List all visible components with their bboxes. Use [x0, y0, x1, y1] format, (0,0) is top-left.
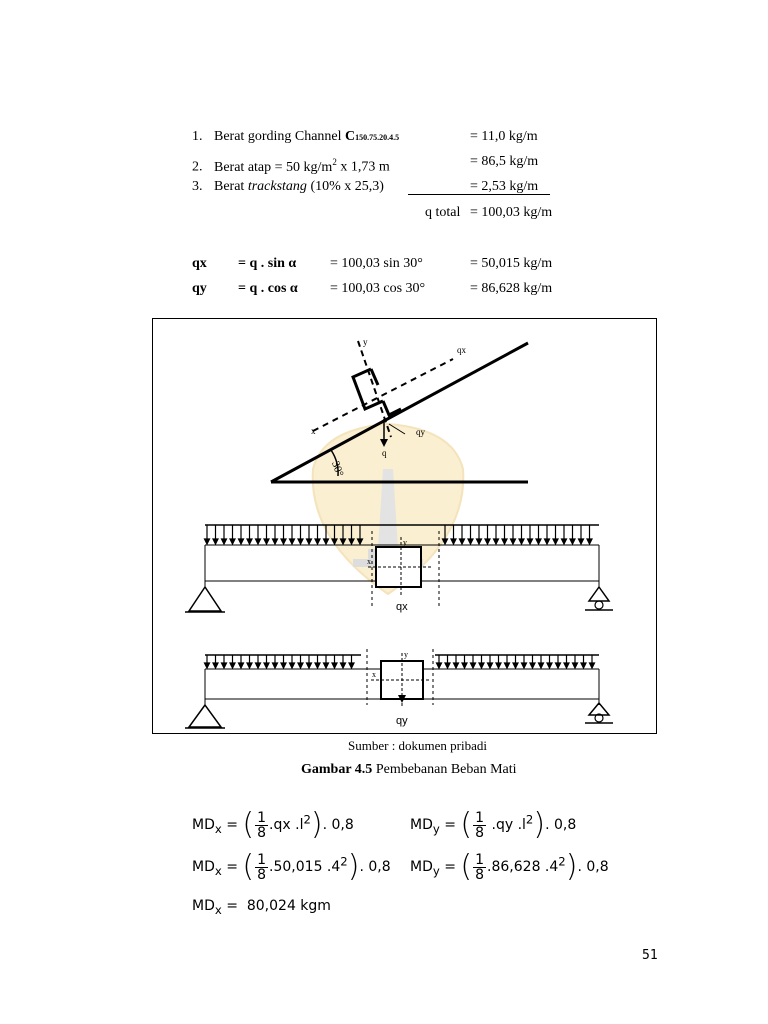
load-arrowhead	[564, 663, 569, 668]
load-arrowhead	[496, 663, 501, 668]
list-item-2	[192, 153, 390, 177]
load-arrowhead	[528, 539, 533, 544]
qx-eq: = q . sin α	[238, 256, 297, 271]
load-arrowhead	[230, 663, 235, 668]
fraction	[473, 811, 486, 840]
formula-mdx-2: $MD_x$ = ( $\frac{1}{8}$ .50,015 $.4^2$). 0,8	[192, 849, 391, 884]
load-arrowhead	[205, 663, 210, 668]
load-arrowhead	[579, 539, 584, 544]
item-label: Berat gording Channel	[214, 129, 346, 144]
caption-number: Gambar 4.5	[301, 762, 373, 777]
load-arrowhead	[256, 539, 261, 544]
load-arrowhead	[281, 663, 286, 668]
caption-text: Pembebanan Beban Mati	[372, 762, 517, 777]
qx-label: qx	[192, 256, 207, 271]
formula-factor: . 0,8	[545, 817, 577, 833]
load-arrowhead	[545, 539, 550, 544]
list-item-1	[192, 128, 399, 147]
load-arrowhead	[443, 539, 448, 544]
svg-text:x: x	[367, 557, 371, 566]
load-arrowhead	[454, 663, 459, 668]
qy-calc: = 100,03 cos 30°	[330, 281, 426, 296]
pin-support-2	[189, 705, 221, 727]
load-arrowhead	[256, 663, 261, 668]
denominator: 8	[257, 866, 267, 883]
figure-frame	[152, 318, 657, 734]
fraction	[473, 853, 486, 882]
load-arrowhead	[281, 539, 286, 544]
channel-size: 150.75.20.4.5	[355, 133, 400, 142]
load-arrowhead	[307, 663, 312, 668]
load-arrowhead	[315, 539, 320, 544]
load-arrowhead	[205, 539, 210, 544]
denominator: 8	[475, 824, 485, 841]
list-value-1: = 11,0 kg/m	[470, 129, 538, 144]
numerator: 1	[475, 851, 485, 868]
svg-text:x: x	[372, 670, 376, 679]
load-arrowhead	[488, 663, 493, 668]
label-qx-top: qx	[457, 345, 466, 355]
load-arrowhead	[298, 539, 303, 544]
qy-label: qy	[192, 281, 207, 296]
load-arrowhead	[247, 539, 252, 544]
list-value-3: = 2,53 kg/m	[470, 179, 539, 194]
formula-mid: .86,628 .4	[487, 859, 559, 875]
roller-support-1	[585, 587, 613, 610]
load-arrowhead	[332, 663, 337, 668]
load-arrowhead	[505, 663, 510, 668]
figure-caption	[301, 762, 517, 778]
md-sub: y	[432, 821, 440, 836]
label-angle: 30°	[329, 459, 346, 479]
square: 2	[303, 812, 311, 827]
load-arrowhead	[556, 663, 561, 668]
superscript: 2	[332, 157, 337, 167]
load-arrowhead	[349, 663, 354, 668]
load-arrowhead	[247, 663, 252, 668]
load-arrowhead	[324, 663, 329, 668]
load-arrowhead	[222, 539, 227, 544]
numerator: 1	[257, 809, 267, 826]
load-arrowhead	[522, 663, 527, 668]
load-arrowhead	[307, 539, 312, 544]
load-arrowhead	[547, 663, 552, 668]
denominator: 8	[475, 866, 485, 883]
qy-result: = 86,628 kg/m	[470, 281, 553, 296]
formula-mdy-2: $MD_y$ = ( $\frac{1}{8}$ .86,628 $.4^2$). 0,8	[410, 849, 609, 884]
load-arrowhead	[462, 663, 467, 668]
item-label-rest: (10% x 25,3)	[306, 179, 384, 194]
item-label: Berat atap = 50 kg/m	[214, 159, 333, 175]
page-number: 51	[642, 948, 658, 963]
load-arrowhead	[479, 663, 484, 668]
load-arrowhead	[570, 539, 575, 544]
load-arrowhead	[468, 539, 473, 544]
load-arrowhead	[298, 663, 303, 668]
svg-text:y: y	[403, 538, 407, 547]
y-axis-line	[358, 341, 391, 437]
md-label: MD	[192, 898, 215, 914]
load-arrowhead	[477, 539, 482, 544]
load-arrowhead	[590, 663, 595, 668]
load-arrowhead	[511, 539, 516, 544]
load-arrowhead	[587, 539, 592, 544]
beam2-load-label: qy	[396, 715, 408, 727]
figure-source: Sumber : dokumen pribadi	[348, 738, 488, 753]
load-arrowhead	[485, 539, 490, 544]
formula-factor: . 0,8	[359, 859, 391, 875]
svg-text:y: y	[404, 650, 408, 659]
load-arrowhead	[230, 539, 235, 544]
load-arrowhead	[213, 663, 218, 668]
label-q: q	[382, 448, 387, 458]
load-arrowhead	[341, 663, 346, 668]
fraction	[255, 811, 268, 840]
formula-mid: .qy .l	[487, 817, 526, 833]
item-label-rest: x 1,73 m	[336, 159, 390, 175]
purlin-section	[353, 369, 401, 415]
list-value-2: = 86,5 kg/m	[470, 154, 539, 169]
load-arrowhead	[273, 539, 278, 544]
load-arrowhead	[239, 663, 244, 668]
load-arrowhead	[315, 663, 320, 668]
load-arrowhead	[264, 539, 269, 544]
load-arrowhead	[437, 663, 442, 668]
item-label-italic: trackstang	[247, 179, 307, 194]
item-number: 3.	[192, 179, 203, 194]
formula-factor: . 0,8	[577, 859, 609, 875]
load-arrowhead	[553, 539, 558, 544]
formula-mid: .qx .l	[269, 817, 304, 833]
load-arrowhead	[239, 539, 244, 544]
result-value: 80,024 kgm	[246, 898, 331, 914]
md-sub: x	[214, 821, 222, 836]
load-arrowhead	[502, 539, 507, 544]
md-sub: x	[214, 863, 222, 878]
md-label: MD	[410, 817, 433, 833]
item-label: Berat	[214, 179, 248, 194]
qx-result: = 50,015 kg/m	[470, 256, 553, 271]
load-arrowhead	[562, 539, 567, 544]
numerator: 1	[257, 851, 267, 868]
load-arrowhead	[290, 539, 295, 544]
formula-mdy-1: $MD_y$ = ( $\frac{1}{8}$ .qy $.l^2$). 0,8	[410, 807, 577, 842]
load-arrowhead	[451, 539, 456, 544]
md-sub: y	[432, 863, 440, 878]
item-number: 1.	[192, 129, 203, 144]
load-arrowhead	[445, 663, 450, 668]
load-arrowhead	[581, 663, 586, 668]
label-qy-top: qy	[416, 427, 425, 437]
total-label: q total	[425, 205, 461, 220]
load-arrowhead	[471, 663, 476, 668]
square: 2	[340, 854, 348, 869]
md-sub: x	[214, 902, 222, 917]
load-arrowhead	[290, 663, 295, 668]
channel-letter: C	[345, 129, 356, 144]
square: 2	[525, 812, 534, 827]
load-arrowhead	[460, 539, 465, 544]
load-arrowhead	[222, 663, 227, 668]
pin-support-1	[189, 587, 221, 611]
load-arrowhead	[494, 539, 499, 544]
denominator: 8	[257, 824, 267, 841]
md-label: MD	[192, 859, 215, 875]
fraction	[255, 853, 268, 882]
item-number: 2.	[192, 159, 203, 175]
load-arrowhead	[519, 539, 524, 544]
load-arrowhead	[573, 663, 578, 668]
md-label: MD	[192, 817, 215, 833]
formula-mid: .50,015 .4	[269, 859, 341, 875]
label-x-left: x	[311, 426, 316, 436]
load-arrowhead	[264, 663, 269, 668]
formula-factor: . 0,8	[322, 817, 354, 833]
load-arrowhead	[530, 663, 535, 668]
label-y-top: y	[363, 337, 368, 347]
formula-mdx-result: $MD_x = 80,024$ kgm	[192, 898, 331, 917]
load-arrowhead	[536, 539, 541, 544]
total-value: = 100,03 kg/m	[470, 205, 553, 220]
formula-mdx-1: $MD_x$ = ( $\frac{1}{8}$ .qx $.l^2$). 0,8	[192, 807, 354, 842]
load-arrowhead	[513, 663, 518, 668]
load-arrowhead	[324, 539, 329, 544]
list-item-3	[192, 178, 384, 196]
load-arrowhead	[213, 539, 218, 544]
qx-calc: = 100,03 sin 30°	[330, 256, 423, 271]
load-arrowhead	[273, 663, 278, 668]
beam1-load-label: qx	[396, 601, 408, 613]
qy-eq: = q . cos α	[238, 281, 298, 296]
md-label: MD	[410, 859, 433, 875]
square: 2	[558, 854, 566, 869]
roller-support-2	[585, 703, 613, 723]
load-arrowhead	[539, 663, 544, 668]
numerator: 1	[475, 809, 485, 826]
load-diagram	[153, 319, 656, 733]
